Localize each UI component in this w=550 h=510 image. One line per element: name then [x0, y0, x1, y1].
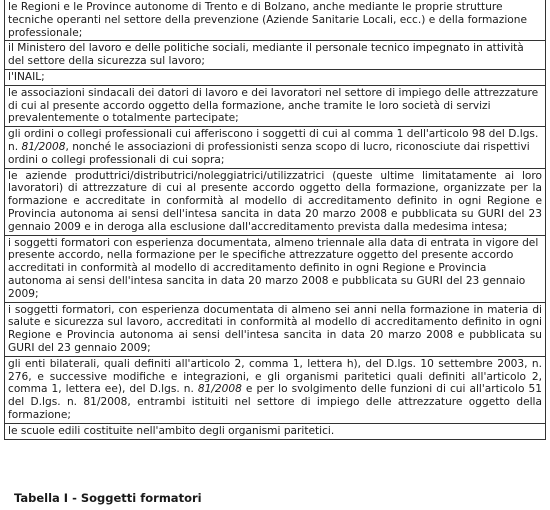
table-cell-ministero: il Ministero del lavoro e delle politiche sociali, mediante il personale tecnico impegnato in attività del settore della sicurezza sul lavoro; — [5, 41, 546, 70]
table-cell-regioni: le Regioni e le Province autonome di Trento e di Bolzano, anche mediante le proprie strutture tecniche operanti nel settore della prevenzione (Aziende Sanitarie Locali, ecc.) e della formazione professionale; — [5, 0, 546, 41]
table-cell-soggetti-sei-anni: i soggetti formatori, con esperienza documentata di almeno sei anni nella formazione in materia di salute e sicurezza sul lavoro, accreditati in conformità al modello di accreditamento definito in ogni Regione e Provincia autonoma ai sensi dell'intesa sancita in data 20 marzo 2008 e pubblicata su GURI del 23 gennaio 2009; — [5, 302, 546, 356]
table-row — [5, 41, 546, 70]
table-cell-associazioni-sindacali: le associazioni sindacali dei datori di lavoro e dei lavoratori nel settore di impiego delle attrezzature di cui al presente accordo oggetto della formazione, anche tramite le loro società di servizi prevalentemente o totalmente partecipate; — [5, 85, 546, 126]
table-cell-aziende: le aziende produttrici/distributrici/noleggiatrici/utilizzatrici (queste ultime limitatamente ai loro lavoratori) di attrezzature di cui al presente accordo oggetto della formazione, organizzate per la formazione e accreditate in conformità al modello di accreditamento definito in ogni Regione e Provincia autonoma ai sensi dell'intesa sancita in data 20 marzo 2008 e pubblicata su GURI del 23 gennaio 2009 e in deroga alla esclusione dall'accreditamento prevista dalla medesima intesa; — [5, 168, 546, 235]
table-cell-inail: l'INAIL; — [5, 69, 546, 85]
table-row — [5, 423, 546, 439]
table-cell-ordini-collegi: gli ordini o collegi professionali cui afferiscono i soggetti di cui al comma 1 dell'articolo 98 del D.lgs. n. 81/2008, nonché le associazioni di professionisti senza scopo di lucro, riconosciute dai rispettivi ordini o collegi professionali di cui sopra; — [5, 127, 546, 168]
table-row — [5, 302, 546, 356]
table-cell-enti-bilaterali: gli enti bilaterali, quali definiti all'articolo 2, comma 1, lettera h), del D.lgs. 10 settembre 2003, n. 276, e successive modifiche e integrazioni, e gli organismi paritetici quali definiti all'articolo 2, comma 1, lettera ee), del D.lgs. n. 81/2008 e per lo svolgimento delle funzioni di cui all'articolo 51 del D.lgs. n. 81/2008, entrambi istituiti nel settore di impiego delle attrezzature oggetto della formazione; — [5, 356, 546, 423]
table-row — [5, 69, 546, 85]
document-page — [4, 0, 546, 440]
table-row — [5, 356, 546, 423]
table-row — [5, 0, 546, 41]
table-cell-scuole-edili: le scuole edili costituite nell'ambito degli organismi paritetici. — [5, 423, 546, 439]
table-row — [5, 168, 546, 235]
table-row — [5, 127, 546, 168]
table-caption: Tabella I - Soggetti formatori — [14, 491, 202, 505]
table-row — [5, 235, 546, 302]
table-row — [5, 85, 546, 126]
table-cell-soggetti-triennale: i soggetti formatori con esperienza documentata, almeno triennale alla data di entrata in vigore del presente accordo, nella formazione per le specifiche attrezzature oggetto del presente accordo accreditati in conformità al modello di accreditamento definito in ogni Regione e Provincia autonoma ai sensi dell'intesa sancita in data 20 marzo 2008 e pubblicata su GURI del 23 gennaio 2009; — [5, 235, 546, 302]
soggetti-formatori-table — [4, 0, 546, 440]
